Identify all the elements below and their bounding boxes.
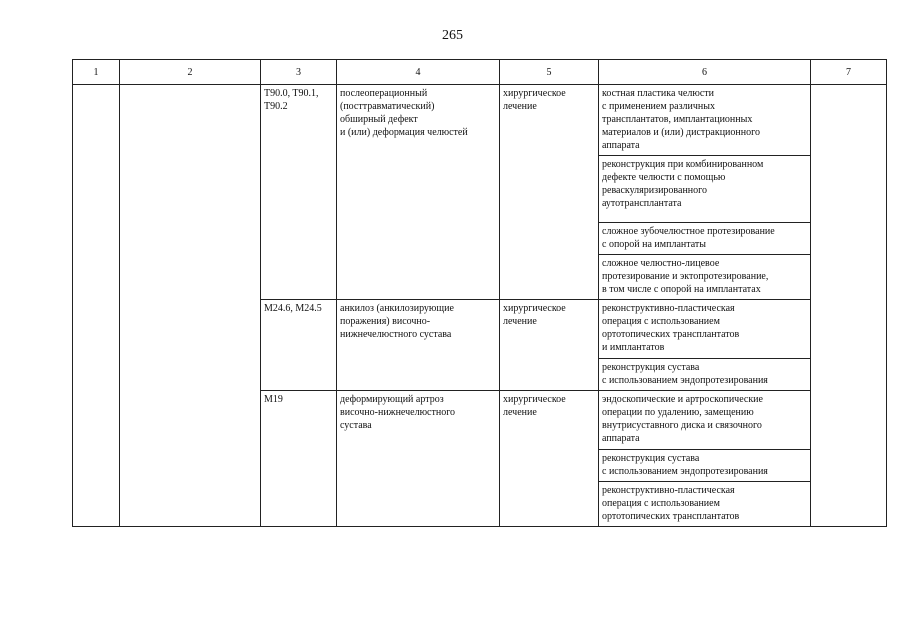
diagnosis: анкилоз (анкилозирующие поражения) височно- нижнечелюстного сустава (337, 300, 500, 391)
header-row (73, 60, 887, 85)
treatment-method: реконструкция при комбинированном дефекте челюсти с помощью реваскуляризированного аутотрансплантата (599, 156, 811, 223)
icd-codes: M24.6, M24.5 (261, 300, 337, 391)
header-col-6: 6 (599, 60, 811, 85)
header-col-1: 1 (73, 60, 120, 85)
treatment-method: эндоскопические и артроскопические операции по удалению, замещению внутрисуставного диска и связочного аппарата (599, 391, 811, 450)
treatment-method: костная пластика челюсти с применением различных трансплантатов, имплантационных материалов и (или) дистракционного аппарата (599, 85, 811, 156)
diagnosis: послеоперационный (посттравматический) обширный дефект и (или) деформация челюстей (337, 85, 500, 300)
icd-codes: M19 (261, 391, 337, 527)
treatment-method: реконструкция сустава с использованием эндопротезирования (599, 359, 811, 391)
header-col-4: 4 (337, 60, 500, 85)
document-table (72, 59, 887, 527)
treatment-type: хирургическое лечение (500, 85, 599, 300)
table-row (73, 85, 887, 156)
header-col-5: 5 (500, 60, 599, 85)
diagnosis: деформирующий артроз височно-нижнечелюстного сустава (337, 391, 500, 527)
treatment-type: хирургическое лечение (500, 300, 599, 391)
header-col-3: 3 (261, 60, 337, 85)
treatment-method: сложное зубочелюстное протезирование с опорой на имплантаты (599, 223, 811, 255)
cell-col-1 (73, 85, 120, 527)
treatment-method: сложное челюстно-лицевое протезирование и эктопротезирование, в том числе с опорой на имплантатах (599, 255, 811, 300)
treatment-method: реконструктивно-пластическая операция с использованием ортотопических трансплантатов и имплантатов (599, 300, 811, 359)
treatment-type: хирургическое лечение (500, 391, 599, 527)
header-col-7: 7 (811, 60, 887, 85)
page-number: 265 (442, 28, 463, 43)
cell-col-2 (120, 85, 261, 527)
icd-codes: T90.0, T90.1, T90.2 (261, 85, 337, 300)
cell-col-7 (811, 85, 887, 527)
treatment-method: реконструктивно-пластическая операция с использованием ортотопических трансплантатов (599, 482, 811, 527)
treatment-method: реконструкция сустава с использованием эндопротезирования (599, 450, 811, 482)
header-col-2: 2 (120, 60, 261, 85)
